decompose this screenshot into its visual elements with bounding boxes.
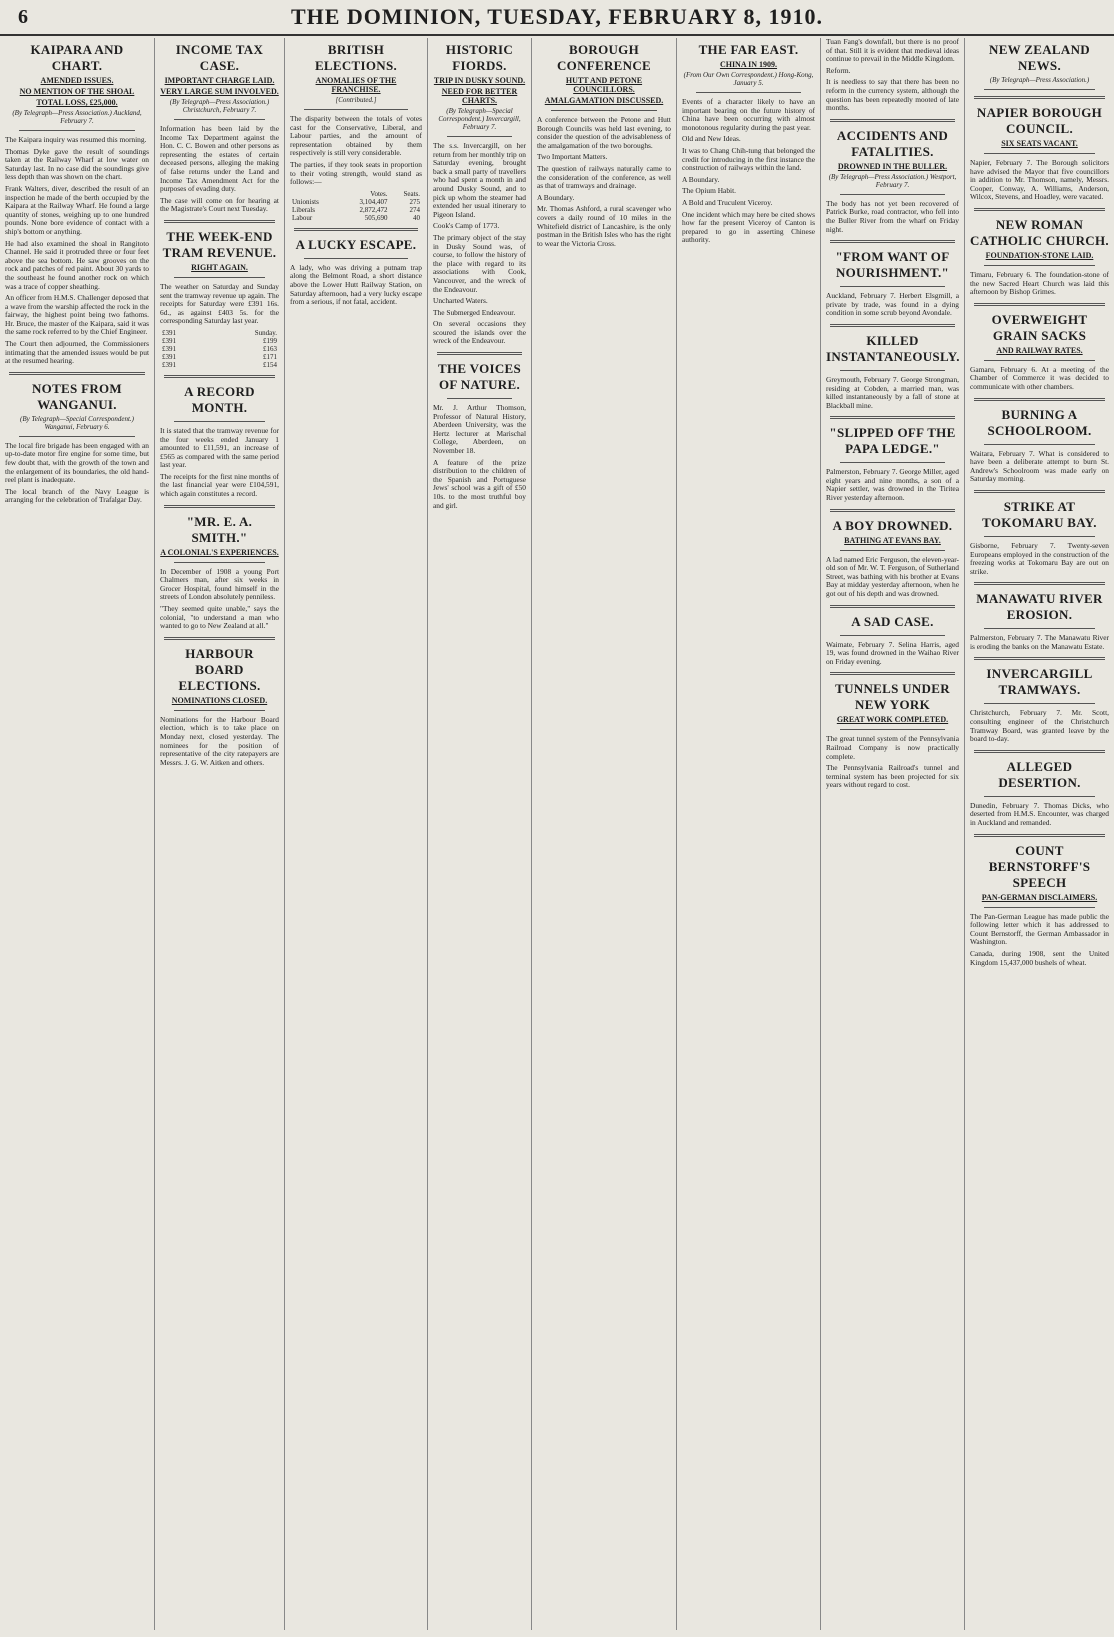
article-paragraph: Events of a character likely to have an important bearing on the future history of China have been occurring with almost monotonous regularity during the past year. <box>682 97 815 132</box>
article-headline: A SAD CASE. <box>851 613 934 629</box>
section-divider <box>974 303 1105 306</box>
article-paragraph: The local fire brigade has been engaged with an up-to-date motor fire engine for some time, but few doubt that, with the growth of the town and the enlargement of its boundaries, the old hand-reel plant is inadequate. <box>5 440 149 485</box>
article-headline: THE VOICES OF NATURE. <box>437 361 522 393</box>
article-paragraph: Timaru, February 6. The foundation-stone of the new Sacred Heart Church was laid this afternoon by Bishop Grimes. <box>970 269 1109 297</box>
article-paragraph: It is needless to say that there has been no reform in the currency system, although the question has been repeatedly mooted of late months. <box>826 77 959 113</box>
table-cell: £391 <box>162 336 176 345</box>
table-cell: 275 <box>409 197 420 206</box>
article-headline: INVERCARGILL TRAMWAYS. <box>986 666 1093 698</box>
article-subhead: NOMINATIONS CLOSED. <box>171 695 268 705</box>
article <box>433 42 526 346</box>
table-row <box>290 214 422 222</box>
article-paragraph: Gamaru, February 6. At a meeting of the Chamber of Commerce it was decided to communicate with other chambers. <box>970 364 1109 391</box>
article <box>5 372 149 505</box>
article-paragraph: The great tunnel system of the Pennsylvania Railroad Company is now practically complete. <box>826 734 959 761</box>
table-cell: 3,104,407 <box>359 197 388 206</box>
rule-divider <box>19 130 135 131</box>
article-paragraph: Uncharted Waters. <box>433 296 488 306</box>
article-subhead: AMALGAMATION DISCUSSED. <box>544 96 664 105</box>
article-headline: MANAWATU RIVER EROSION. <box>976 591 1103 623</box>
article-subhead: NEED FOR BETTER CHARTS. <box>441 87 518 105</box>
article-paragraph: He had also examined the shoal in Rangitoto Channel. He said it protruded three or four feet above the sea bottom. He saw grooves on the rock and patches of red paint. About 30 yards to the southeast he found another rock on which was a trace of copper sheathing. <box>5 238 149 291</box>
table-cell: 40 <box>413 213 420 222</box>
page-number: 6 <box>18 6 28 28</box>
table-row <box>160 345 279 353</box>
article-headline: ALLEGED DESERTION. <box>998 758 1081 790</box>
article-paragraph: The body has not yet been recovered of Patrick Burke, road contractor, who fell into the Buller River from the wharf on Friday night. <box>826 198 959 234</box>
article-headline: TUNNELS UNDER NEW YORK <box>835 681 950 713</box>
article <box>160 220 279 369</box>
section-divider <box>974 582 1105 585</box>
section-divider <box>830 119 955 122</box>
article <box>970 398 1109 484</box>
rule-divider <box>174 119 265 120</box>
article-paragraph: Christchurch, February 7. Mr. Scott, consulting engineer of the Christchurch Tramway Board, was granted leave by the board to-day. <box>970 708 1109 744</box>
article <box>537 42 671 248</box>
rule-divider <box>696 92 801 93</box>
article <box>970 750 1109 828</box>
rule-divider <box>840 286 945 287</box>
article-paragraph: The Court then adjourned, the Commissioners intimating that the amended issues would be put at the resumed hearing. <box>5 339 149 366</box>
section-divider <box>294 228 418 231</box>
rule-divider <box>840 462 945 463</box>
article-dateline: (By Telegraph—Press Association.) Christchurch, February 7. <box>169 98 270 114</box>
table-cell: Unionists <box>292 197 319 206</box>
section-divider <box>830 605 955 608</box>
article-paragraph: The case will come on for hearing at the Magistrate's Court next Tuesday. <box>160 195 279 214</box>
article-paragraph: Reform. <box>826 65 851 75</box>
rule-divider <box>447 398 512 399</box>
section-divider <box>9 372 145 375</box>
table-cell: Votes. <box>370 189 388 198</box>
article-headline: THE WEEK-END TRAM REVENUE. <box>162 228 277 260</box>
article <box>160 375 279 499</box>
table-row <box>290 198 422 206</box>
table-cell: £163 <box>263 344 277 353</box>
article-paragraph: It was to Chang Chih-tung that belonged the credit for introducing in the first instance the construction of railways within the land. <box>682 145 815 173</box>
article-subhead: HUTT AND PETONE COUNCILLORS. <box>565 76 643 94</box>
article-paragraph: Tuan Fang's downfall, but there is no proof of that. Still it is evident that medieval ideas continue to prevail in the Middle Kingdom. <box>826 38 959 64</box>
rule-divider <box>984 796 1095 797</box>
article <box>970 303 1109 392</box>
rule-divider <box>840 194 945 195</box>
section-divider <box>164 637 275 640</box>
table-cell: Liberals <box>292 205 315 214</box>
rule-divider <box>304 109 408 110</box>
table-row <box>290 206 422 214</box>
article-subhead: RIGHT AGAIN. <box>191 262 248 272</box>
article-headline: NOTES FROM WANGANUI. <box>31 380 123 412</box>
article-subhead: PAN-GERMAN DISCLAIMERS. <box>981 892 1098 902</box>
article-headline: A BOY DROWNED. <box>832 517 953 533</box>
article <box>826 416 959 502</box>
section-divider <box>164 505 275 508</box>
table-cell: £154 <box>263 360 277 369</box>
section-divider <box>974 834 1105 837</box>
article-paragraph: An officer from H.M.S. Challenger deposed that a wave from the warship affected the rock in the fairway, the highest point being two fathoms. Hr. Bruce, the master of the Kaipara, said it was the same rock referred to by the Chief Engineer. <box>5 293 149 337</box>
table-row <box>160 353 279 361</box>
article-paragraph: Napier, February 7. The Borough solicitors have advised the Mayor that five councillors in addition to Mr. Thomson, namely, Messrs. Cooper, Conway, A. Williams, Anderson, Wilcox, Stevens, and Hoadley, were vacated. <box>970 158 1109 202</box>
article <box>826 119 959 234</box>
article-paragraph: The parties, if they took seats in proportion to their voting strength, would stand as follows:— <box>290 159 422 187</box>
article-headline: ACCIDENTS AND FATALITIES. <box>836 127 949 159</box>
column-8 <box>965 38 1114 1630</box>
table-cell: £391 <box>162 328 176 337</box>
article-paragraph: The Submerged Endeavour. <box>433 307 516 317</box>
section-divider <box>974 657 1105 660</box>
rule-divider <box>19 436 135 437</box>
article-paragraph: Waimate, February 7. Selina Harris, aged 19, was found drowned in the Waihao River on Friday evening. <box>826 639 959 666</box>
article-paragraph: A feature of the prize distribution to the children of the Spanish and Portuguese Jews' school was a gift of £50 10s. to the most truthful boy and girl. <box>433 457 526 510</box>
article <box>970 657 1109 743</box>
article <box>826 38 959 113</box>
article-headline: NEW ZEALAND NEWS. <box>989 42 1090 73</box>
rule-divider <box>984 907 1095 908</box>
article-paragraph: Frank Walters, diver, described the result of an inspection he made of the berth occupied by the Kaipara at the Railway Wharf. He found a large quantity of stones, weighing up to one hundred pounds. None bore evidence of contact with a ship's bottom or anything. <box>5 183 149 236</box>
article-paragraph: Waitara, February 7. What is considered to have been a deliberate attempt to burn St. Andrew's Schoolroom was made early on Saturday morning. <box>970 448 1109 484</box>
rule-divider <box>984 265 1095 266</box>
article-paragraph: The s.s. Invercargill, on her return from her monthly trip on Saturday evening, brought back a small party of travellers who had spent a month in and around Dusky Sound, and to pick up whom the steamer had extended her usual itinerary to Pigeon Island. <box>433 141 526 219</box>
article-headline: "MR. E. A. SMITH." <box>186 513 253 545</box>
article <box>433 352 526 510</box>
article-dateline: [Contributed.] <box>335 96 377 104</box>
article-paragraph: Gisborne, February 7. Twenty-seven Europeans employed in the construction of the freezing works at Tokomaru Bay are out on strike. <box>970 540 1109 576</box>
table-cell: Sunday. <box>254 328 277 337</box>
rule-divider <box>840 550 945 551</box>
article-headline: BURNING A SCHOOLROOM. <box>987 406 1092 438</box>
article-dateline: (By Telegraph—Press Association.) Westport, February 7. <box>828 172 957 189</box>
article-dateline: (By Telegraph—Press Association.) Auckland, February 7. <box>12 109 142 125</box>
article-paragraph: Information has been laid by the Income Tax Department against the Hon. C. C. Bowen and other persons as representing the estates of certain deceased persons, alleging the making of false returns under the Land and Income Tax Amendment Act for the purposes of evading duty. <box>160 124 279 194</box>
article-headline: INCOME TAX CASE. <box>175 42 264 73</box>
article-headline: COUNT BERNSTORFF'S SPEECH <box>988 842 1091 890</box>
article-paragraph: On several occasions they scoured the islands over the wreck of the Endeavour. <box>433 319 526 346</box>
article-headline: KAIPARA AND CHART. <box>30 42 124 73</box>
section-divider <box>830 324 955 327</box>
article-subhead: FOUNDATION-STONE LAID. <box>985 250 1094 260</box>
article-subhead: CHINA IN 1909. <box>719 60 778 69</box>
article <box>290 228 422 307</box>
rule-divider <box>984 536 1095 537</box>
article <box>970 490 1109 576</box>
masthead <box>0 0 1114 36</box>
article-subhead: SIX SEATS VACANT. <box>1001 139 1078 148</box>
table-cell: £199 <box>263 336 277 345</box>
section-divider <box>974 96 1105 99</box>
column-6 <box>677 38 821 1630</box>
article-paragraph: "They seemed quite unable," says the colonial, "to understand a man who wanted to go to New Zealand at all." <box>160 604 279 631</box>
article-headline: THE FAR EAST. <box>698 42 799 57</box>
article-subhead: TOTAL LOSS, £25,000. <box>36 98 118 107</box>
section-divider <box>830 509 955 512</box>
article-headline: OVERWEIGHT GRAIN SACKS <box>991 311 1088 343</box>
table-cell <box>290 190 339 198</box>
article-paragraph: The Opium Habit. <box>682 186 736 196</box>
article-paragraph: The Pan-German League has made public the following letter which it has addressed to Count Bernstorff, the German Ambassador in Washington. <box>970 911 1109 947</box>
article-subhead: VERY LARGE SUM INVOLVED. <box>160 87 279 96</box>
article <box>826 324 959 410</box>
article-dateline: (By Telegraph—Special Correspondent.) Wanganui, February 6. <box>20 414 134 431</box>
rule-divider <box>447 136 512 137</box>
article-headline: STRIKE AT TOKOMARU BAY. <box>982 498 1097 530</box>
article-dateline: (By Telegraph—Special Correspondent.) Invercargill, February 7. <box>438 107 521 131</box>
article-subhead: AND RAILWAY RATES. <box>996 345 1083 355</box>
column-3 <box>285 38 428 1630</box>
article-subhead: NO MENTION OF THE SHOAL <box>19 87 135 96</box>
table-cell: Seats. <box>403 189 420 198</box>
table-row <box>290 190 422 198</box>
table-row <box>160 361 279 369</box>
rule-divider <box>984 360 1095 361</box>
table-cell: Labour <box>292 213 313 222</box>
column-1 <box>0 38 155 1630</box>
newspaper-title: THE DOMINION, TUESDAY, FEBRUARY 8, 1910. <box>290 4 824 29</box>
section-divider <box>830 672 955 675</box>
article-dateline: (By Telegraph—Press Association.) <box>989 76 1090 84</box>
article-paragraph: In December of 1908 a young Port Chalmers man, after six weeks in Grocer Hospital, found himself in the streets of London absolutely penniless. <box>160 566 279 602</box>
article-headline: NAPIER BOROUGH COUNCIL. <box>976 105 1103 136</box>
rule-divider <box>984 444 1095 445</box>
section-divider <box>830 416 955 419</box>
article-paragraph: The primary object of the stay in Dusky Sound was, of course, to follow the history of the place with regard to its associations with Cook, Vancouver, and the wreck of the Endeavour. <box>433 232 526 294</box>
article-paragraph: It is stated that the tramway revenue for the four weeks ended January 1 amounted to £11,591, an increase of £565 as compared with the same period last year. <box>160 425 279 470</box>
article-paragraph: A lad named Eric Ferguson, the eleven-year-old son of Mr. W. T. Ferguson, of Sutherland Street, was bathing with his brother at Evans Bay at midday yesterday afternoon, when he got out of his depth and was drowned. <box>826 554 959 599</box>
article-paragraph: Palmerston, February 7. George Miller, aged eight years and nine months, a son of a Napier settler, was drowned in the Tiritea River yesterday afternoon. <box>826 467 959 503</box>
article-paragraph: Greymouth, February 7. George Strongman, residing at Cobden, a married man, was killed instantaneously by a fall of stone at Blackball mine. <box>826 374 959 410</box>
article-headline: HARBOUR BOARD ELECTIONS. <box>178 645 261 693</box>
article-paragraph: The weather on Saturday and Sunday sent the tramway revenue up again. The receipts for Saturday were £391 16s. 6d., as against £403 5s. for the corresponding Saturday last year. <box>160 281 279 326</box>
section-divider <box>974 750 1105 753</box>
rule-divider <box>984 703 1095 704</box>
article-paragraph: The receipts for the first nine months of the last financial year were £104,591, which again constitutes a record. <box>160 471 279 499</box>
article-paragraph: Canada, during 1908, sent the United Kingdom 15,437,000 bushels of wheat. <box>970 949 1109 967</box>
article-subhead: TRIP IN DUSKY SOUND. <box>433 76 526 85</box>
article-paragraph: A Bold and Truculent Viceroy. <box>682 197 773 207</box>
article-paragraph: One incident which may here be cited shows how far the present Viceroy of Canton is prepared to go in asserting Chinese authority. <box>682 209 815 245</box>
rule-divider <box>984 89 1095 90</box>
column-2 <box>155 38 285 1630</box>
column-4 <box>428 38 532 1630</box>
article-paragraph: The local branch of the Navy League is arranging for the celebration of Trafalgar Day. <box>5 486 149 505</box>
article <box>826 240 959 318</box>
table-cell: 505,690 <box>364 213 388 222</box>
article-paragraph: The Pennsylvania Railroad's tunnel and terminal system has been projected for six years without regard to cost. <box>826 763 959 790</box>
article-paragraph: A Boundary. <box>537 192 575 202</box>
rule-divider <box>840 635 945 636</box>
article-headline: BRITISH ELECTIONS. <box>314 42 398 73</box>
section-divider <box>974 208 1105 211</box>
article-subhead: BATHING AT EVANS BAY. <box>844 535 941 545</box>
table-row <box>160 329 279 337</box>
article <box>682 42 815 245</box>
article <box>826 605 959 667</box>
article-paragraph: Cook's Camp of 1773. <box>433 221 500 231</box>
section-divider <box>830 240 955 243</box>
article-subhead: GREAT WORK COMPLETED. <box>836 715 949 725</box>
table-row <box>160 337 279 345</box>
article-paragraph: Two Important Matters. <box>537 152 608 162</box>
article <box>290 42 422 222</box>
article-paragraph: Mr. J. Arthur Thomson, Professor of Natural History, Aberdeen University, was the Hertz lecturer at Marischal College, Aberdeen, on November 18. <box>433 403 526 456</box>
article-paragraph: A lady, who was driving a putnam trap along the Belmont Road, a short distance above the Lower Hutt Railway Station, on Saturday afternoon, had a very lucky escape from a serious, if not fatal, accident. <box>290 262 422 307</box>
rule-divider <box>984 628 1095 629</box>
article-paragraph: The disparity between the totals of votes cast for the Conservative, Liberal, and Labour parties, and the amount of representation obtained by them respectively is still very considerable. <box>290 114 422 158</box>
rule-divider <box>174 421 265 422</box>
article-paragraph: Auckland, February 7. Herbert Elsgmill, a private by trade, was found in a dying condition in some scrub beyond Avondale. <box>826 291 959 318</box>
article-headline: A LUCKY ESCAPE. <box>295 236 417 252</box>
article-subhead: IMPORTANT CHARGE LAID. <box>164 76 275 85</box>
article <box>826 672 959 790</box>
article-dateline: (From Our Own Correspondent.) Hong-Kong, January 5. <box>683 71 814 87</box>
article <box>160 505 279 631</box>
rule-divider <box>304 258 408 259</box>
section-divider <box>974 398 1105 401</box>
article <box>970 208 1109 297</box>
figures-table <box>160 329 279 369</box>
article-headline: HISTORIC FIORDS. <box>445 42 514 73</box>
section-divider <box>437 352 522 355</box>
article <box>970 582 1109 651</box>
article-subhead: AMENDED ISSUES. <box>40 76 114 85</box>
rule-divider <box>174 277 265 278</box>
table-cell: £391 <box>162 344 176 353</box>
article-paragraph: Thomas Dyke gave the result of soundings taken at the Railway Wharf at low water on Saturday last. In no case did the soundings give less depth than was shown on the chart. <box>5 146 149 182</box>
figures-table <box>290 190 422 222</box>
article-headline: KILLED INSTANTANEOUSLY. <box>826 332 960 364</box>
rule-divider <box>984 153 1095 154</box>
article <box>826 509 959 599</box>
rule-divider <box>174 562 265 563</box>
article-subhead: ANOMALIES OF THE FRANCHISE. <box>315 76 397 94</box>
table-cell: 2,872,472 <box>359 205 388 214</box>
column-7 <box>821 38 965 1630</box>
article-headline: NEW ROMAN CATHOLIC CHURCH. <box>970 216 1109 248</box>
table-cell: £171 <box>263 352 277 361</box>
article <box>970 42 1109 90</box>
article-paragraph: Palmerston, February 7. The Manawatu River is eroding the banks on the Manawatu Estate. <box>970 633 1109 651</box>
section-divider <box>164 375 275 378</box>
article-subhead: DROWNED IN THE BULLER. <box>837 161 948 171</box>
article-paragraph: Dunedin, February 7. Thomas Dicks, who deserted from H.M.S. Encounter, was charged in Auckland and remanded. <box>970 800 1109 828</box>
article-paragraph: The question of railways naturally came to the consideration of the conference, as well as that of tramways and drainage. <box>537 163 671 191</box>
article-headline: A RECORD MONTH. <box>184 383 255 415</box>
article-paragraph: A conference between the Petone and Hutt Borough Councils was held last evening, to consider the question of the advisableness of the amalgamation of the two boroughs. <box>537 115 671 150</box>
article-paragraph: Mr. Thomas Ashford, a rural scavenger who covers a daily round of 10 miles in the Whitefield district of Lancashire, is the only postman in the British Isles who has the right to wear the Victoria Cross. <box>537 204 671 248</box>
article <box>5 42 149 366</box>
article <box>160 637 279 768</box>
article-headline: BOROUGH CONFERENCE <box>556 42 651 73</box>
article-paragraph: Old and New Ideas. <box>682 134 741 144</box>
rule-divider <box>551 110 657 111</box>
table-cell: £391 <box>162 360 176 369</box>
article-headline: "FROM WANT OF NOURISHMENT." <box>835 249 950 281</box>
table-cell: £391 <box>162 352 176 361</box>
article-subhead: A COLONIAL'S EXPERIENCES. <box>160 547 279 557</box>
article-paragraph: Nominations for the Harbour Board election, which is to take place on Monday next, closed yesterday. The nominees for the position of representative of the city ratepayers are Messrs. J. G. W. Aitken and others. <box>160 714 279 767</box>
article-paragraph: The Kaipara inquiry was resumed this morning. <box>5 135 147 144</box>
section-divider <box>164 220 275 223</box>
article <box>970 834 1109 968</box>
table-cell: 274 <box>409 205 420 214</box>
article <box>970 96 1109 202</box>
article <box>160 42 279 214</box>
article-headline: "SLIPPED OFF THE PAPA LEDGE." <box>829 425 956 457</box>
rule-divider <box>174 710 265 711</box>
rule-divider <box>840 729 945 730</box>
section-divider <box>974 490 1105 493</box>
rule-divider <box>840 370 945 371</box>
article-paragraph: A Boundary. <box>682 174 720 184</box>
column-5 <box>532 38 677 1630</box>
